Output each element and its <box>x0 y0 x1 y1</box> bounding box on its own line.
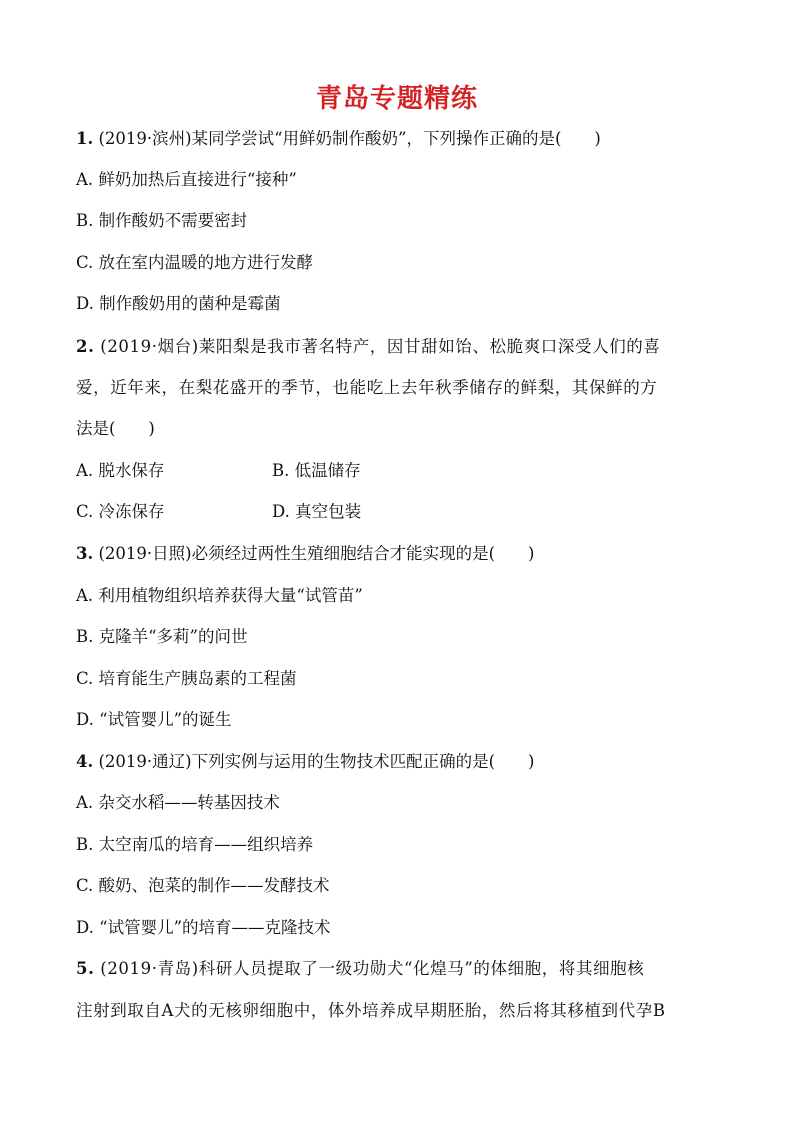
question-3-option-b: B. 克隆羊“多莉”的问世 <box>76 627 248 646</box>
question-1-text: (2019·滨州)某同学尝试“用鲜奶制作酸奶”，下列操作正确的是( ) <box>98 129 601 148</box>
question-2-stem-line-3: 法是( ) <box>76 419 155 438</box>
question-5-text-line-1: (2019·青岛)科研人员提取了一级功勋犬“化煌马”的体细胞，将其细胞核 <box>100 959 645 978</box>
question-2-option-b: B. 低温储存 <box>272 461 361 480</box>
question-2-number: 2. <box>76 337 95 356</box>
page-title: 青岛专题精练 <box>315 84 478 114</box>
question-1-stem <box>76 128 601 150</box>
question-2-option-a: A. 脱水保存 <box>76 461 165 480</box>
question-2-text-line-1: (2019·烟台)莱阳梨是我市著名特产，因甘甜如饴、松脆爽口深受人们的喜 <box>100 337 661 356</box>
question-3-text: (2019·日照)必须经过两性生殖细胞结合才能实现的是( ) <box>98 544 535 563</box>
question-3-number: 3. <box>76 544 94 563</box>
question-5-stem-line-2: 注射到取自A犬的无核卵细胞中，体外培养成早期胚胎，然后将其移植到代孕B <box>76 1001 666 1020</box>
question-5-stem-line-1 <box>76 958 644 980</box>
question-4-number: 4. <box>76 752 94 771</box>
question-1-option-b: B. 制作酸奶不需要密封 <box>76 211 248 230</box>
question-2-stem-line-2: 爱，近年来，在梨花盛开的季节，也能吃上去年秋季储存的鲜梨，其保鲜的方 <box>76 378 658 397</box>
question-4-option-d: D. “试管婴儿”的培育——克隆技术 <box>76 918 331 937</box>
question-3-stem <box>76 543 534 565</box>
question-3-option-d: D. “试管婴儿”的诞生 <box>76 710 232 729</box>
question-2-stem-line-1 <box>76 336 661 358</box>
question-4-option-c: C. 酸奶、泡菜的制作——发酵技术 <box>76 876 330 895</box>
question-1-option-c: C. 放在室内温暖的地方进行发酵 <box>76 253 314 272</box>
question-4-text: (2019·通辽)下列实例与运用的生物技术匹配正确的是( ) <box>98 752 535 771</box>
question-2-option-c: C. 冷冻保存 <box>76 502 165 521</box>
question-1-number: 1. <box>76 129 94 148</box>
question-3-option-c: C. 培育能生产胰岛素的工程菌 <box>76 669 297 688</box>
question-4-option-a: A. 杂交水稻——转基因技术 <box>76 793 280 812</box>
question-3-option-a: A. 利用植物组织培养获得大量“试管苗” <box>76 586 363 605</box>
question-1-option-a: A. 鲜奶加热后直接进行“接种” <box>76 170 297 189</box>
question-2-option-d: D. 真空包装 <box>272 502 362 521</box>
question-4-option-b: B. 太空南瓜的培育——组织培养 <box>76 835 314 854</box>
question-4-stem <box>76 751 534 773</box>
question-5-number: 5. <box>76 959 95 978</box>
question-1-option-d: D. 制作酸奶用的菌种是霉菌 <box>76 294 281 313</box>
